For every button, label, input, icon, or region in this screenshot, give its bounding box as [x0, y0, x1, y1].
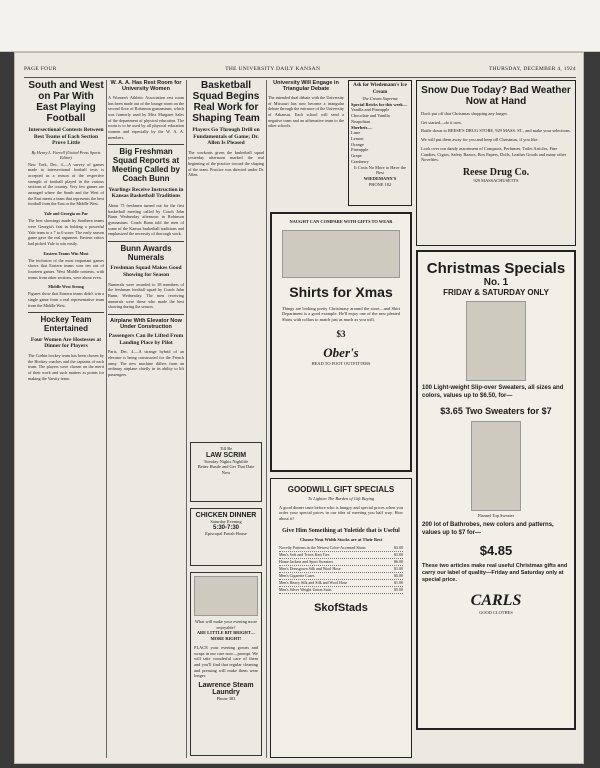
basketball-headline: Basketball Squad Begins Real Work for Shaping Team	[192, 80, 260, 124]
price-row	[279, 552, 403, 559]
reese-headline: Snow Due Today? Bad Weather Now at Hand	[421, 85, 571, 107]
price-item: Men's Cigarette Cases	[279, 572, 315, 578]
column-4	[268, 80, 344, 208]
column-rule	[108, 144, 184, 145]
wiedemann-sherbet: Cranberry	[351, 158, 369, 164]
dinner-when: Saturday Evening	[210, 519, 242, 524]
column-3	[188, 80, 264, 436]
football-sub1: Yale and Georgia on Par	[44, 211, 88, 217]
bunn-headline: Bunn Awards Numerals	[120, 243, 172, 262]
wiedemann-name: WIEDEMANN'S	[363, 176, 397, 182]
wiedemann-item: Vanilla and Pineapple	[351, 107, 390, 113]
column-rule	[108, 314, 184, 315]
column-2	[108, 80, 184, 620]
wiedemann-ad	[348, 80, 412, 206]
viewer-toolbar	[0, 0, 600, 52]
laundry-ad	[190, 572, 262, 756]
university-body: The intended dual debate with the University of Missouri has now become a triangular debate through the entrance of the University of Arkansas. Each school will send a negative team and an affirmative team to the other schools.	[268, 95, 344, 129]
newspaper-title: THE UNIVERSITY DAILY KANSAN	[225, 66, 321, 72]
wau-body: A Women's Athletic Association rest room has been made out of the lounge room on the second floor of Robinson gymnasium, which was formerly used by Miss Margaret Sales of the department of physical education. The room is to be used by all physical education women and especially by the W. A. A. members.	[108, 95, 184, 140]
carls-offer: 100 Light-weight Slip-over Sweaters, all sizes and colors, values up to $6.50, for—	[422, 385, 564, 399]
reese-name: Reese Drug Co.	[462, 167, 530, 179]
football-sub2: Eastern Teams Win Most	[43, 250, 89, 256]
freshman-deck: Yearlings Receive Instruction in Kansas Basketball Traditions	[108, 186, 184, 200]
price-value: $1.00	[394, 551, 403, 557]
bunn-deck: Freshman Squad Makes Good Showing for Season	[110, 265, 182, 279]
hockey-headline: Hockey Team Entertained	[40, 315, 92, 334]
sweater-illustration	[466, 301, 526, 381]
reese-line2: Get started—do it now.	[421, 119, 462, 125]
price-row	[279, 580, 403, 587]
reese-line1: Don't put off that Christmas shopping any longer.	[421, 111, 508, 116]
price-value: $1.00	[394, 565, 403, 571]
goodwill-intro: A good dinner taste before who is hungry and special prices when you order your special prices in our idea of meeting you half way. How about it?	[279, 504, 403, 522]
shirt-illustration	[282, 230, 400, 278]
chicken-dinner-ad	[190, 508, 262, 566]
law-scrim-ad	[190, 442, 262, 502]
carls-caption1: Flannel Top Sweater	[477, 512, 515, 518]
hockey-deck: Four Women Are Hostesses at Dinner for Players	[30, 336, 102, 350]
reese-line3: Battle down to REESE'S DRUG STORE, 929 MASS. ST., and make your selections.	[421, 128, 571, 134]
reese-address: 929 MASSACHUSETTS	[473, 178, 519, 184]
price-item: Home Jackets and Sport Sweaters	[279, 558, 334, 564]
carls-offer3: These two articles make real useful Christmas gifts and carry our label of quality—Friday and Saturday only at special price.	[422, 562, 568, 584]
running-head	[24, 66, 576, 78]
wiedemann-special: Special Bricks for this week—	[351, 101, 408, 107]
football-body: New York, Dec. 4.—A survey of games made in intersectional football tests is accepted as a reason of the respective strength of football played in the various sections of the country. Very few games are arranged where the South and the West of the East meets a team that represents the best football from the East or the Middle West.	[28, 161, 104, 207]
wiedemann-footer: It Costs No More to Have the Best	[354, 164, 406, 176]
wiedemann-headline: Ask for Wiedemann's Ice Cream	[353, 83, 407, 95]
carls-subname: GOOD CLOTHES	[479, 610, 513, 616]
goodwill-choose: Choose Neat Width Stocks are at Their Best	[299, 536, 383, 542]
wiedemann-sherbet: Lime	[351, 130, 361, 136]
carls-price2: $4.85	[479, 542, 513, 558]
price-value: $1.00	[394, 579, 403, 585]
football-sub3: Middle West Strong	[48, 284, 84, 290]
football-body2: The best showings made by Southern teams were Georgia's feat in holding a powerful Yale team to a 7 to 6 score. The early season game gave the real argument. Eastern critics had picked Yale to win easily.	[28, 218, 104, 246]
hockey-body: The Corbin hockey team has been chosen by the Hockey coaches and the captains of each team. The players were chosen on the merit of their work and such matters as points for making the Varsity team.	[28, 353, 104, 381]
goodwill-give: Give Him Something at Yuletide that is Useful	[282, 527, 400, 534]
price-row	[279, 573, 403, 580]
price-row	[279, 587, 403, 594]
freshman-headline: Big Freshman Squad Reports at Meeting Called by Coach Bunn	[111, 147, 180, 183]
law-scrim-line2: Tuesday Nights Nightlife	[203, 458, 249, 464]
page-number: PAGE FOUR	[24, 66, 57, 72]
law-scrim-headline: LAW SCRIM	[205, 451, 247, 459]
laundry-name: Lawrence Steam Laundry	[198, 682, 254, 697]
university-headline: University Will Engage in Triangular Debate	[273, 80, 339, 93]
column-divider	[106, 80, 107, 758]
dinner-where: Episcopal Parish House	[205, 530, 247, 536]
obers-subname: HEAD TO FOOT OUTFITTERS	[311, 360, 371, 366]
law-scrim-line1: Till Be	[219, 446, 233, 451]
bathrobe-illustration	[471, 421, 521, 511]
obers-price: $3	[336, 328, 346, 339]
carls-price1: $3.65 Two Sweaters for $7	[440, 405, 552, 416]
column-rule	[28, 312, 104, 313]
obers-name: Ober's	[323, 344, 359, 360]
football-deck: Intersectional Contests Between Best Teams of Each Section Prove Little	[28, 127, 104, 147]
carls-when: FRIDAY & SATURDAY ONLY	[443, 288, 549, 297]
elevator-body: Paris, Dec. 4.—A strange hybrid of an elevator is being constructed for the French army. The new machine differs from an ordinary airplane chiefly in its ability to lift passengers.	[108, 349, 184, 377]
price-item: Men's Heavy Silk and Silk and Wool Hose	[279, 579, 348, 585]
football-byline: By Henry L. Farrell (United Press Sports Editor)	[31, 149, 101, 160]
wiedemann-sherbet: Orange	[351, 141, 364, 147]
wiedemann-sherbet: Pineapple	[351, 147, 369, 153]
obers-body: Things are looking pretty Christmasy around the store—and Shirt Department is a good example. He'll enjoy one of the new pleated Shirts with collars to match just as much as you will.	[282, 305, 400, 323]
goodwill-price-list	[271, 543, 411, 596]
reese-line5: Look over our dandy assortment of Compacts, Perfumes, Toilet Articles, Fine Candies, Cigars, Safety Razors, Box Papers, Dolls, Leather Goods and many other Novelties.	[421, 145, 567, 163]
price-item: Men's Silver Weight Union Suits	[279, 586, 332, 592]
column-divider	[186, 80, 187, 758]
elevator-headline: Airplane With Elevator Now Under Construction	[110, 318, 182, 331]
wiedemann-item: Neapolitan	[351, 118, 371, 124]
laundry-illustration	[194, 576, 258, 616]
price-value: $3.00	[394, 544, 403, 550]
obers-headline: Shirts for Xmas	[289, 283, 393, 300]
dinner-time: 5:30-7:30	[212, 524, 239, 531]
goodwill-subhead: To Lighten The Burden of Gift Buying	[307, 496, 375, 501]
football-headline: South and West on Par With East Playing Football	[28, 80, 104, 124]
price-item: Novelty Patterns in the Newest Color-Accented Shirts	[279, 544, 366, 550]
football-body3: The inclusion of the most important games shows that Eastern teams won ten out of fourteen games. West Middle contests, with teams from other sections, were about even.	[28, 257, 104, 280]
wiedemann-sherbets-label: Sherbets—	[351, 124, 372, 130]
basketball-deck: Players Go Through Drill on Fundamentals of Game; Dr. Allen Is Pleased	[192, 127, 260, 147]
wau-headline: W. A. A. Has Rest Room for University Women	[110, 80, 182, 93]
bunn-body: Numerals were awarded to 38 members of the freshman football squad by Coach John Bunn, Wednesday. The men receiving numerals were those who made the best showing during the season.	[108, 281, 184, 310]
price-value: $5.00	[394, 572, 403, 578]
reese-drug-ad	[416, 80, 576, 246]
law-scrim-line3: Better Hustle and Get That Date Now	[197, 464, 255, 476]
laundry-a1: ARE LITTLE BIT BRIGHT—	[196, 630, 256, 636]
wiedemann-tagline: The Cream Supreme	[362, 96, 398, 101]
carls-number: No. 1	[483, 277, 509, 288]
elevator-deck: Passengers Can Be Lifted From Landing Place by Pilot	[108, 333, 184, 346]
issue-date: THURSDAY, DECEMBER 4, 1924	[488, 66, 576, 72]
column-1	[28, 80, 104, 758]
goodwill-headline: GOODWILL GIFT SPECIALS	[287, 485, 395, 494]
price-row	[279, 566, 403, 573]
price-item: Men's Soft and Tricot Knit Ties	[279, 551, 330, 557]
wiedemann-phone: PHONE 182	[368, 181, 392, 187]
wiedemann-sherbet: Grape	[351, 153, 362, 159]
goodwill-ad	[270, 478, 412, 758]
column-divider	[266, 80, 267, 758]
price-value: $6.00	[394, 558, 403, 564]
column-rule	[108, 241, 184, 242]
dinner-headline: CHICKEN DINNER	[195, 512, 257, 519]
wiedemann-sherbet: Lemon	[351, 136, 364, 142]
carls-name: CARLS	[470, 592, 522, 610]
laundry-phone: Phone 383	[216, 696, 236, 702]
price-row	[279, 559, 403, 566]
price-row	[279, 545, 403, 552]
laundry-a2: MORE RIGHT!	[210, 636, 242, 642]
carls-offer2: 200 lot of Bathrobes, new colors and patterns, values up to $7 for—	[422, 522, 554, 537]
obers-tagline: NAUGHT CAN COMPARE WITH GIFTS TO WEAR	[289, 219, 393, 224]
laundry-q1: What will make your evening more enjoyable?	[194, 619, 258, 630]
obers-shirts-ad	[270, 212, 412, 472]
freshman-body: About 75 freshmen turned out for the first basketball meeting called by Coach John Bunn Wednesday afternoon in Robinson gymnasium. Coach Bunn told the men of some of the Kansas basketball traditions and emphasized the necessity of thorough work.	[108, 202, 184, 237]
reese-line4: We will put them away for you and keep till Christmas, if you like.	[421, 137, 539, 143]
carls-ad	[416, 250, 576, 730]
goodwill-name: SkofStads	[314, 601, 368, 614]
laundry-body: PLACE your evening gowns and wraps in our care now—prompt. We will take wonderful care of them and you'll find that regular cleaning and pressing will make them wear longer.	[194, 644, 258, 679]
football-body4: Figures show that Eastern teams didn't win a single game from a real representative team from the Middle West.	[28, 291, 104, 308]
basketball-body: The workouts given the basketball squad yesterday afternoon marked the real beginning of the practice toward the shaping of the team. Practice was directed under Dr. Allen.	[188, 149, 264, 178]
price-value: $5.00	[394, 586, 403, 592]
wiedemann-item: Chocolate and Vanilla	[351, 113, 390, 119]
carls-headline: Christmas Specials	[426, 260, 566, 277]
price-item: Men's Dressgown Silk and Wool Hose	[279, 565, 341, 571]
